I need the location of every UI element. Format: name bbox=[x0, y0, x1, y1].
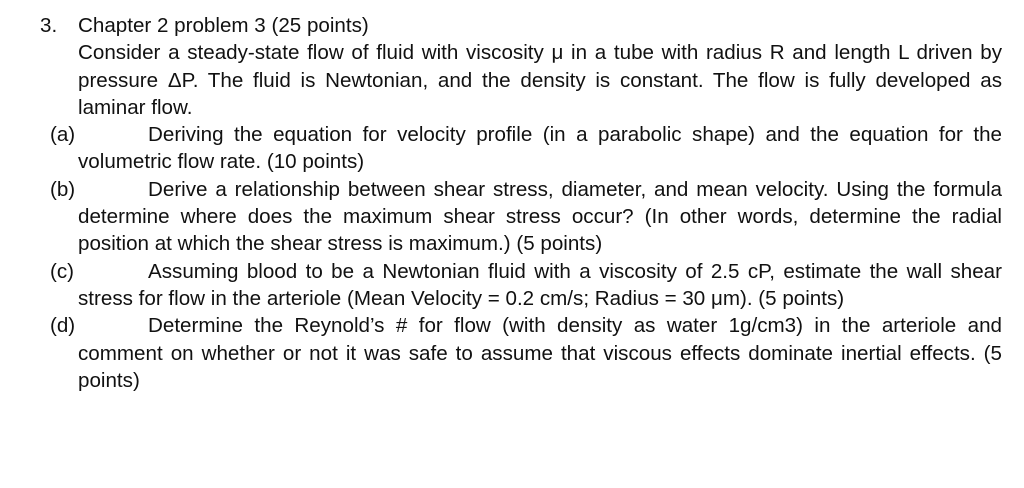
part-label: (a) bbox=[50, 123, 76, 147]
problem-number: 3. bbox=[40, 14, 58, 37]
part-text: Assuming blood to be a Newtonian fluid with a viscosity of 2.5 cP, estimate the wall shear stress for flow in the arteriole (Mean Velocity = 0.2 cm/s; Radius = 30 μm). (5 points) bbox=[78, 259, 1002, 310]
part-label: (d) bbox=[50, 314, 76, 338]
part-b bbox=[50, 176, 1002, 258]
problem-intro: Consider a steady-state flow of fluid with viscosity μ in a tube with radius R and length L driven by pressure ΔP. The fluid is Newtonian, and the density is constant. The flow is fully developed as laminar flow. bbox=[78, 41, 1002, 119]
part-label: (c) bbox=[50, 259, 75, 283]
problem-block bbox=[40, 12, 1002, 394]
part-c bbox=[50, 258, 1002, 313]
part-d bbox=[50, 312, 1002, 394]
part-text: Determine the Reynold’s # for flow (with density as water 1g/cm3) in the arteriole and comment on whether or not it was safe to assume that viscous effects dominate inertial effects. (5 points) bbox=[78, 314, 1002, 392]
problem-header bbox=[40, 12, 1002, 39]
part-text: Deriving the equation for velocity profile (in a parabolic shape) and the equation for the volumetric flow rate. (10 points) bbox=[78, 123, 1002, 174]
problem-title: Chapter 2 problem 3 (25 points) bbox=[78, 14, 369, 37]
part-text: Derive a relationship between shear stress, diameter, and mean velocity. Using the formula determine where does the maximum shear stress occur? (In other words, determine the radial position at which the shear stress is maximum.) (5 points) bbox=[78, 177, 1002, 256]
part-a bbox=[50, 121, 1002, 176]
part-label: (b) bbox=[50, 177, 76, 201]
